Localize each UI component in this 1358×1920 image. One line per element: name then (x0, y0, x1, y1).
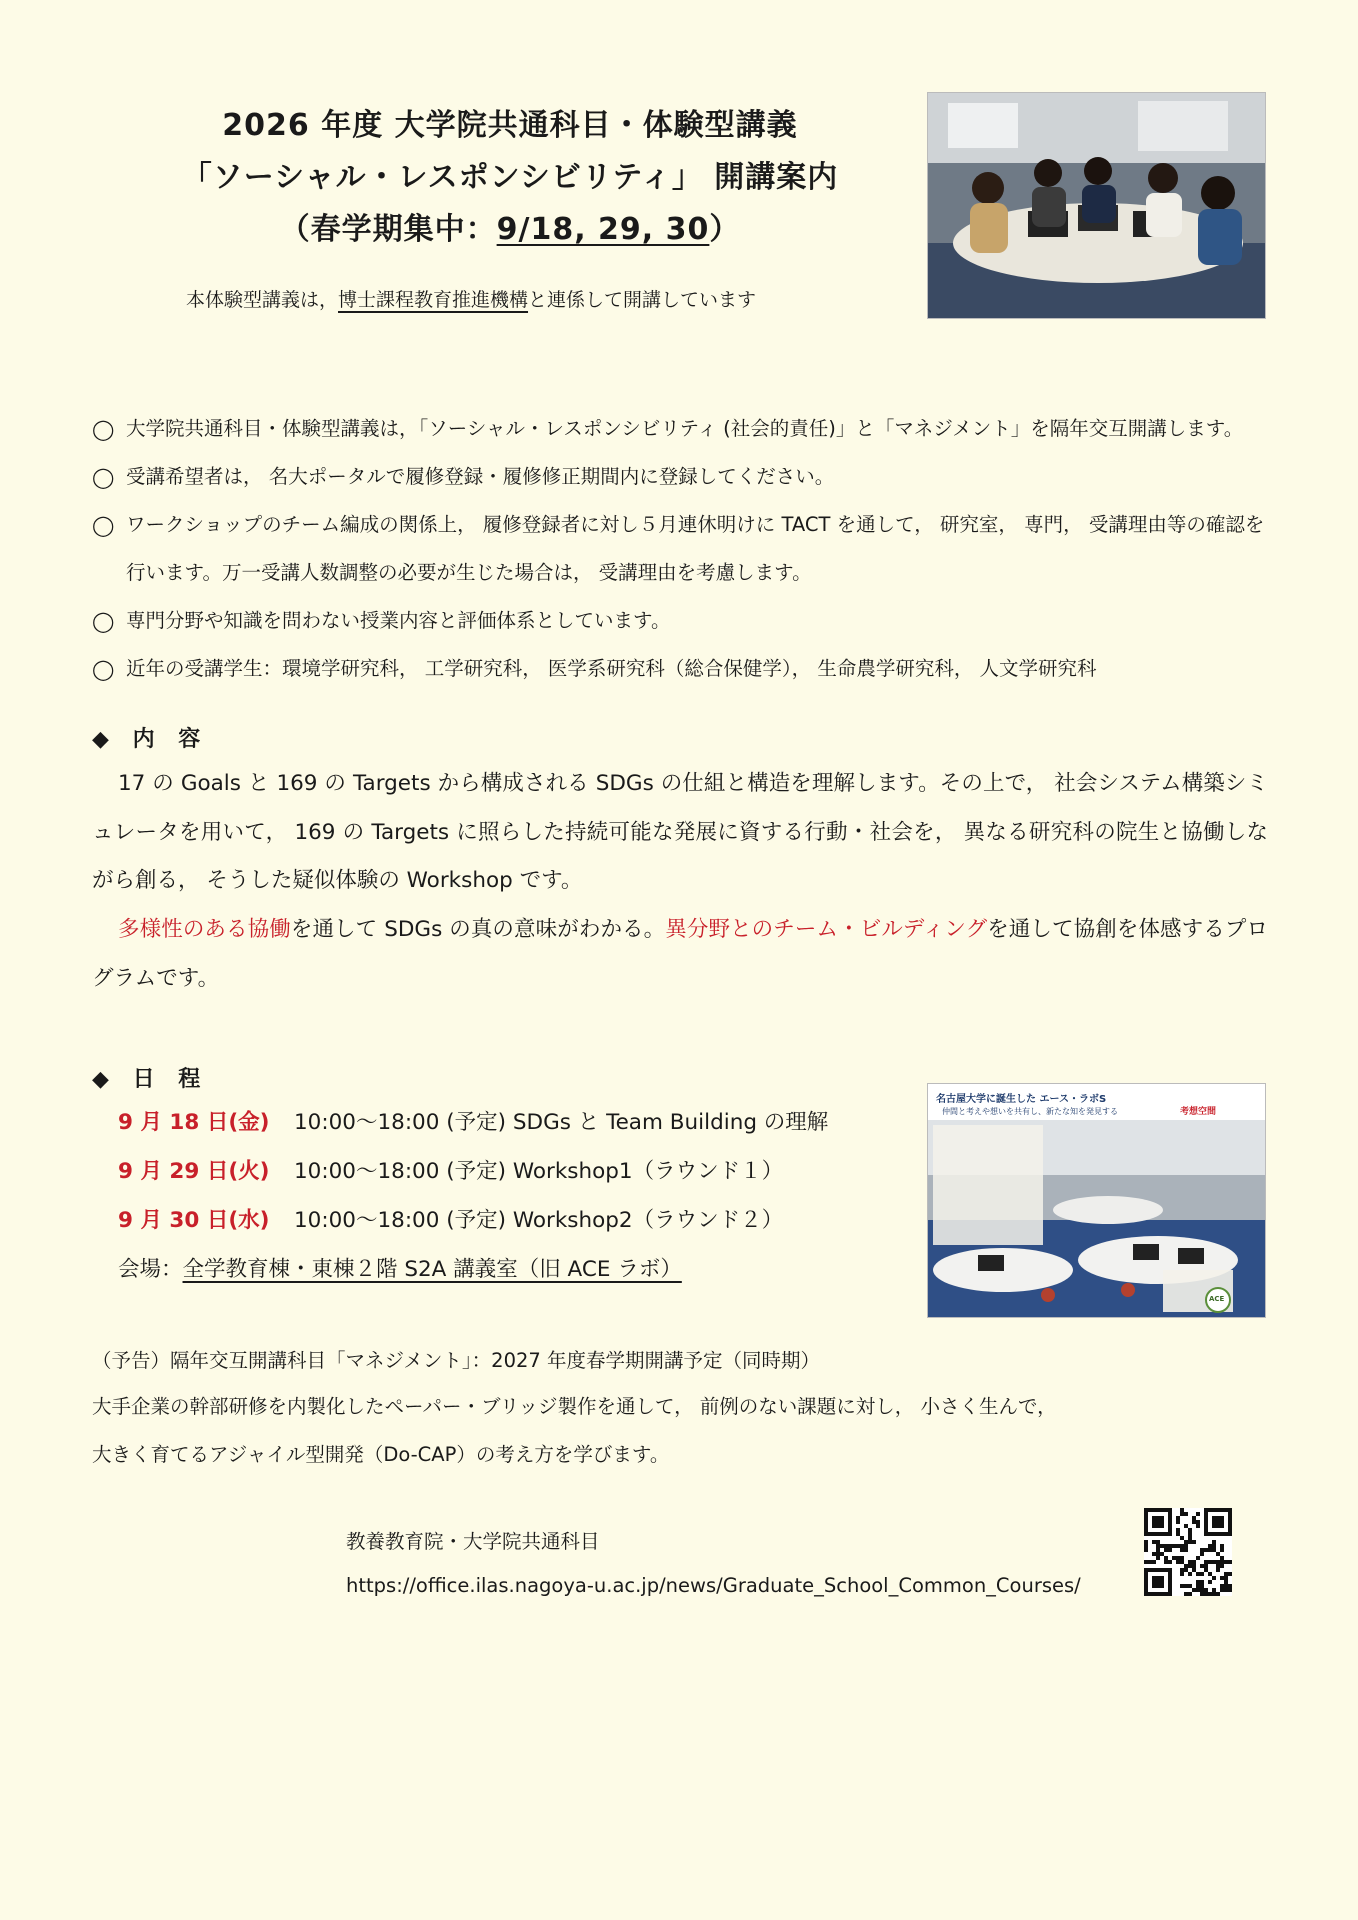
bullet-text: 受講希望者は， 名大ポータルで履修登録・履修修正期間内に登録してください。 (126, 465, 835, 488)
schedule-row (118, 1098, 828, 1147)
title-line-3 (140, 204, 880, 248)
lab-room-illustration (928, 1120, 1265, 1317)
intro-suffix: と連係して開講しています (528, 289, 757, 311)
schedule-list (118, 1098, 828, 1294)
circle-bullet-icon: ◯ (92, 513, 115, 537)
schedule-date: 9 月 18 日(金) (118, 1110, 270, 1135)
list-item (92, 405, 1272, 453)
highlight-diversity: 多様性のある協働 (118, 917, 291, 942)
title-line-3-prefix: （春学期集中： (279, 212, 497, 247)
bullet-text: ワークショップのチーム編成の関係上， 履修登録者に対し５月連休明けに TACT を通して， 研究室， 専門， 受講理由等の確認を行います。万一受講人数調整の必要が生じた場合は， 受講理由を考慮します。 (126, 513, 1265, 584)
circle-bullet-icon: ◯ (92, 657, 115, 681)
content-paragraph-1: 17 の Goals と 169 の Targets から構成される SDGs の仕組と構造を理解します。その上で， 社会システム構築シミュレータを用いて， 169 の Targets に照らした持続可能な発展に資する行動・社会を， 異なる研究科の院生と協働しながら創る， そうした疑似体験の Workshop です。 (92, 771, 1268, 893)
notice-line-1: （予告）隔年交互開講科目「マネジメント」：2027 年度春学期開講予定（同時期） (92, 1349, 820, 1372)
list-item (92, 501, 1272, 597)
venue-name: 全学教育棟・東棟２階 S2A 講義室（旧 ACE ラボ） (182, 1257, 682, 1282)
venue-label: 会場： (118, 1257, 183, 1282)
circle-bullet-icon: ◯ (92, 417, 115, 441)
list-item (92, 453, 1272, 501)
title-line-3-suffix: ） (709, 212, 741, 247)
circle-bullet-icon: ◯ (92, 465, 115, 489)
notice-line-2: 大手企業の幹部研修を内製化したペーパー・ブリッジ製作を通して， 前例のない課題に対し， 小さく生んで， (92, 1395, 1057, 1418)
highlight-team-building: 異分野とのチーム・ビルディング (665, 917, 988, 942)
ace-logo-badge: ACE (1209, 1295, 1225, 1303)
info-bullet-list (92, 405, 1272, 693)
intro-line (186, 285, 756, 312)
bullet-text: 大学院共通科目・体験型講義は，「ソーシャル・レスポンシビリティ (社会的責任)」と「マネジメント」を隔年交互開講します。 (126, 417, 1244, 440)
schedule-date: 9 月 29 日(火) (118, 1159, 270, 1184)
classroom-photo (927, 92, 1266, 319)
notice-line-3: 大きく育てるアジャイル型開発（Do-CAP）の考え方を学びます。 (92, 1443, 670, 1466)
schedule-heading: ◆ 日 程 (92, 1067, 209, 1092)
bullet-text: 近年の受講学生：環境学研究科， 工学研究科， 医学系研究科（総合保健学）， 生命農学研究科， 人文学研究科 (126, 657, 1097, 680)
title-line-2: 「ソーシャル・レスポンシビリティ」 開講案内 (181, 160, 839, 195)
title-line-1: 2026 年度 大学院共通科目・体験型講義 (222, 108, 798, 143)
list-item (92, 645, 1272, 693)
poster-subtitle: 仲間と考えや想いを共有し、新たな知を発見する (942, 1107, 1118, 1116)
paragraph-2-mid: を通して SDGs の真の意味がわかる。 (290, 917, 666, 942)
content-heading: ◆ 内 容 (92, 727, 209, 752)
poster-highlight: 考想空間 (1180, 1107, 1217, 1117)
schedule-detail: 10:00～18:00 (予定) Workshop2（ラウンド２） (294, 1208, 784, 1233)
footer-org: 教養教育院・大学院共通科目 (346, 1530, 600, 1553)
paragraph-2-end: を通して協創を体感するプログラムです。 (92, 917, 1268, 991)
list-item (92, 597, 1272, 645)
schedule-row (118, 1147, 828, 1196)
schedule-date: 9 月 30 日(水) (118, 1208, 270, 1233)
poster-title: 名古屋大学に誕生した エース・ラボS (936, 1094, 1107, 1105)
content-paragraph-2 (92, 906, 1268, 1003)
qr-code-graphic (1144, 1508, 1232, 1596)
intro-prefix: 本体験型講義は， (186, 289, 339, 311)
footer-url[interactable]: https://office.ilas.nagoya-u.ac.jp/news/Graduate_School_Common_Courses/ (346, 1574, 1081, 1597)
ace-lab-poster (927, 1083, 1266, 1318)
schedule-row (118, 1196, 828, 1245)
schedule-detail: 10:00～18:00 (予定) Workshop1（ラウンド１） (294, 1159, 784, 1184)
title-dates: 9/18, 29, 30 (496, 212, 710, 247)
intro-org-link: 博士課程教育推進機構 (338, 289, 529, 311)
bullet-text: 専門分野や知識を問わない授業内容と評価体系としています。 (126, 609, 671, 632)
schedule-detail: 10:00～18:00 (予定) SDGs と Team Building の理解 (294, 1110, 829, 1135)
qr-code-icon[interactable] (1144, 1508, 1232, 1596)
classroom-photo-illustration (928, 93, 1265, 318)
venue-row (118, 1245, 828, 1294)
circle-bullet-icon: ◯ (92, 609, 115, 633)
